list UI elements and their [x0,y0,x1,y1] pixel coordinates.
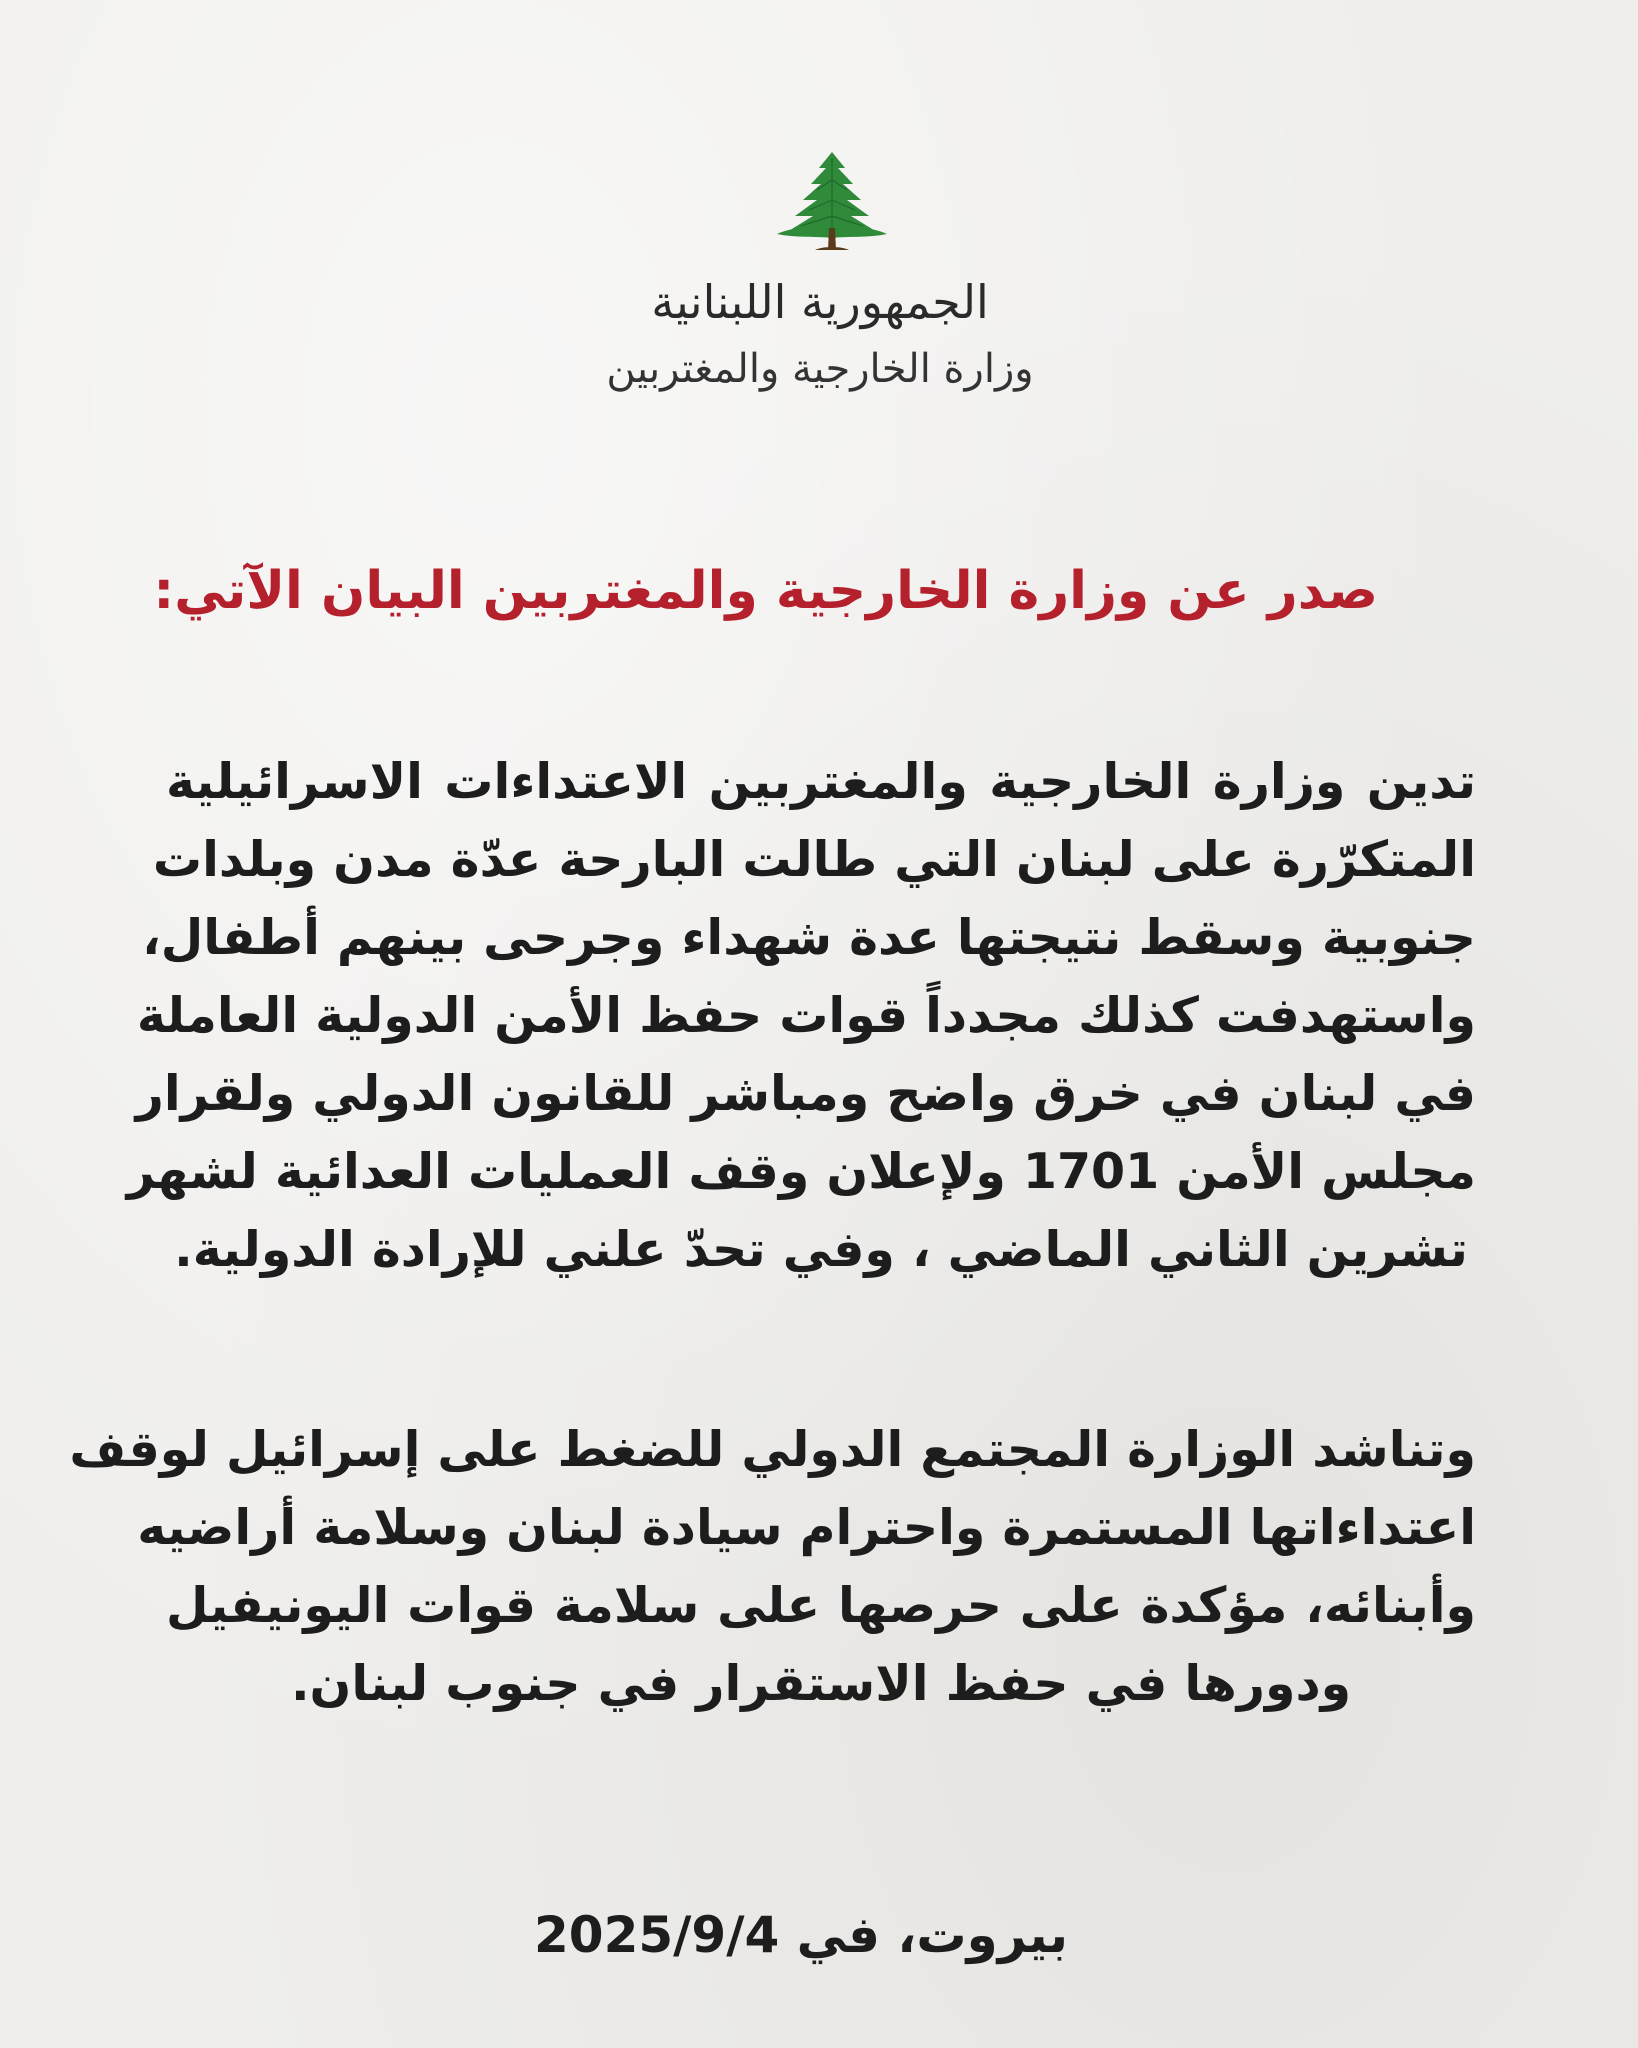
place-and-date: بيروت، في 2025/9/4 [533,1906,1068,1964]
paragraph-line: المتكرّرة على لبنان التي طالت البارحة عدّة مدن وبلدات [152,831,1476,888]
paragraph-line: وأبنائه، مؤكدة على حرصها على سلامة قوات اليونيفيل [166,1577,1476,1634]
paragraph-line: وتناشد الوزارة المجتمع الدولي للضغط على إسرائيل لوقف [69,1421,1476,1478]
paragraph-condemnation [126,743,1476,1289]
paragraph-appeal [69,1411,1476,1723]
paragraph-line: تشرين الثاني الماضي ، وفي تحدّ علني للإرادة الدولية. [174,1221,1468,1278]
paragraph-line: واستهدفت كذلك مجدداً قوات حفظ الأمن الدولية العاملة [136,987,1476,1044]
republic-name: الجمهورية اللبنانية [651,275,989,329]
paragraph-line: تدين وزارة الخارجية والمغتربين الاعتداءات الاسرائيلية [166,753,1476,810]
paragraph-line: جنوبية وسقط نتيجتها عدة شهداء وجرحى بينهم أطفال، [142,909,1476,966]
paragraph-line: مجلس الأمن 1701 ولإعلان وقف العمليات العدائية لشهر [126,1143,1476,1200]
ministry-name: وزارة الخارجية والمغتربين [606,346,1034,392]
statement-heading: صدر عن وزارة الخارجية والمغتربين البيان الآتي: [153,561,1378,621]
paragraph-line: ودورها في حفظ الاستقرار في جنوب لبنان. [290,1655,1352,1712]
cedar-emblem-icon [759,150,905,256]
paragraph-line: في لبنان في خرق واضح ومباشر للقانون الدولي ولقرار [135,1065,1476,1122]
paragraph-line: اعتداءاتها المستمرة واحترام سيادة لبنان وسلامة أراضيه [137,1499,1476,1556]
